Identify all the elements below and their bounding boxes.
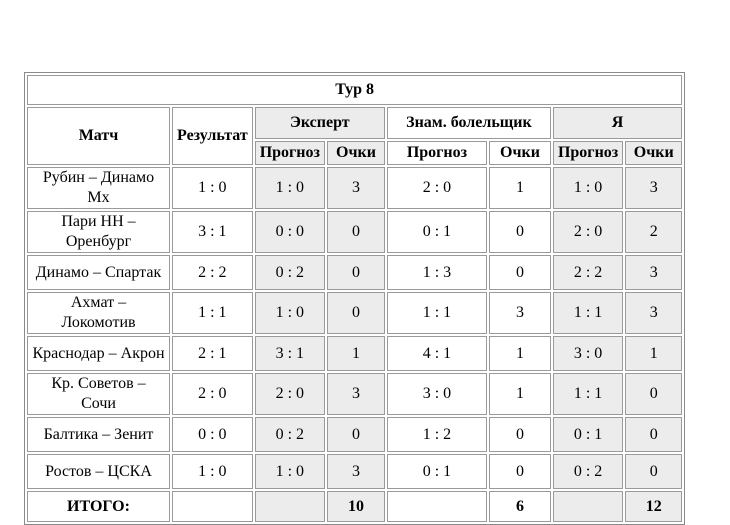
- fan-forecast-cell: 2 : 0: [387, 167, 487, 209]
- table-title: Тур 8: [27, 75, 682, 105]
- expert-forecast-cell: 1 : 0: [255, 167, 325, 209]
- me-points-cell: 3: [625, 292, 682, 334]
- match-cell: Краснодар – Акрон: [27, 336, 170, 371]
- result-cell: 1 : 0: [172, 454, 253, 489]
- me-points-cell: 1: [625, 336, 682, 371]
- expert-points-cell: 1: [327, 336, 385, 371]
- expert-points-cell: 3: [327, 167, 385, 209]
- match-cell: Ростов – ЦСКА: [27, 454, 170, 489]
- result-cell: 1 : 1: [172, 292, 253, 334]
- expert-points-cell: 0: [327, 211, 385, 253]
- expert-forecast-cell: 1 : 0: [255, 292, 325, 334]
- me-points-cell: 3: [625, 255, 682, 290]
- match-cell: Пари НН – Оренбург: [27, 211, 170, 253]
- me-forecast-cell: 3 : 0: [553, 336, 623, 371]
- expert-points-cell: 3: [327, 454, 385, 489]
- expert-forecast-cell: 0 : 2: [255, 255, 325, 290]
- result-cell: 3 : 1: [172, 211, 253, 253]
- points-header: Очки: [625, 141, 682, 165]
- table-row: [27, 454, 682, 489]
- fan-points-cell: 1: [489, 373, 551, 415]
- result-cell: 2 : 0: [172, 373, 253, 415]
- expert-points-cell: 0: [327, 292, 385, 334]
- total-me-points: 12: [625, 491, 682, 522]
- me-forecast-cell: 1 : 1: [553, 292, 623, 334]
- table-row: [27, 211, 682, 253]
- fan-forecast-cell: 0 : 1: [387, 454, 487, 489]
- total-row: [27, 491, 682, 522]
- result-cell: 0 : 0: [172, 417, 253, 452]
- table-row: [27, 336, 682, 371]
- fan-forecast-cell: 1 : 3: [387, 255, 487, 290]
- total-fan-forecast-cell: [387, 491, 487, 522]
- match-cell: Динамо – Спартак: [27, 255, 170, 290]
- fan-forecast-cell: 0 : 1: [387, 211, 487, 253]
- result-cell: 2 : 1: [172, 336, 253, 371]
- total-fan-points: 6: [489, 491, 551, 522]
- forecast-header: Прогноз: [553, 141, 623, 165]
- table-row: [27, 373, 682, 415]
- expert-forecast-cell: 3 : 1: [255, 336, 325, 371]
- fan-points-cell: 1: [489, 336, 551, 371]
- total-me-forecast-cell: [553, 491, 623, 522]
- points-header: Очки: [489, 141, 551, 165]
- tour-results-table: [24, 72, 685, 525]
- fan-forecast-cell: 1 : 2: [387, 417, 487, 452]
- result-cell: 1 : 0: [172, 167, 253, 209]
- table-row: [27, 255, 682, 290]
- fan-points-cell: 0: [489, 211, 551, 253]
- fan-forecast-cell: 3 : 0: [387, 373, 487, 415]
- expert-forecast-cell: 1 : 0: [255, 454, 325, 489]
- expert-forecast-cell: 0 : 0: [255, 211, 325, 253]
- table-row: [27, 167, 682, 209]
- me-header: Я: [553, 107, 682, 139]
- result-cell: 2 : 2: [172, 255, 253, 290]
- me-forecast-cell: 0 : 2: [553, 454, 623, 489]
- forecast-header: Прогноз: [255, 141, 325, 165]
- forecast-header: Прогноз: [387, 141, 487, 165]
- points-header: Очки: [327, 141, 385, 165]
- fan-points-cell: 3: [489, 292, 551, 334]
- match-cell: Кр. Советов – Сочи: [27, 373, 170, 415]
- expert-points-cell: 0: [327, 417, 385, 452]
- fan-header: Знам. болельщик: [387, 107, 551, 139]
- fan-points-cell: 0: [489, 255, 551, 290]
- me-points-cell: 3: [625, 167, 682, 209]
- expert-header: Эксперт: [255, 107, 385, 139]
- me-points-cell: 0: [625, 454, 682, 489]
- table-row: [27, 417, 682, 452]
- fan-points-cell: 0: [489, 417, 551, 452]
- me-points-cell: 2: [625, 211, 682, 253]
- me-forecast-cell: 1 : 0: [553, 167, 623, 209]
- me-points-cell: 0: [625, 373, 682, 415]
- match-cell: Балтика – Зенит: [27, 417, 170, 452]
- match-cell: Ахмат – Локомотив: [27, 292, 170, 334]
- match-cell: Рубин – Динамо Мх: [27, 167, 170, 209]
- total-result-cell: [172, 491, 253, 522]
- table-row: [27, 292, 682, 334]
- total-expert-points: 10: [327, 491, 385, 522]
- expert-forecast-cell: 2 : 0: [255, 373, 325, 415]
- expert-points-cell: 3: [327, 373, 385, 415]
- match-header: Матч: [27, 107, 170, 165]
- total-label: ИТОГО:: [27, 491, 170, 522]
- expert-forecast-cell: 0 : 2: [255, 417, 325, 452]
- fan-forecast-cell: 4 : 1: [387, 336, 487, 371]
- result-header: Результат: [172, 107, 253, 165]
- fan-points-cell: 1: [489, 167, 551, 209]
- me-forecast-cell: 1 : 1: [553, 373, 623, 415]
- me-forecast-cell: 2 : 2: [553, 255, 623, 290]
- total-expert-forecast-cell: [255, 491, 325, 522]
- fan-points-cell: 0: [489, 454, 551, 489]
- me-forecast-cell: 0 : 1: [553, 417, 623, 452]
- me-forecast-cell: 2 : 0: [553, 211, 623, 253]
- me-points-cell: 0: [625, 417, 682, 452]
- expert-points-cell: 0: [327, 255, 385, 290]
- fan-forecast-cell: 1 : 1: [387, 292, 487, 334]
